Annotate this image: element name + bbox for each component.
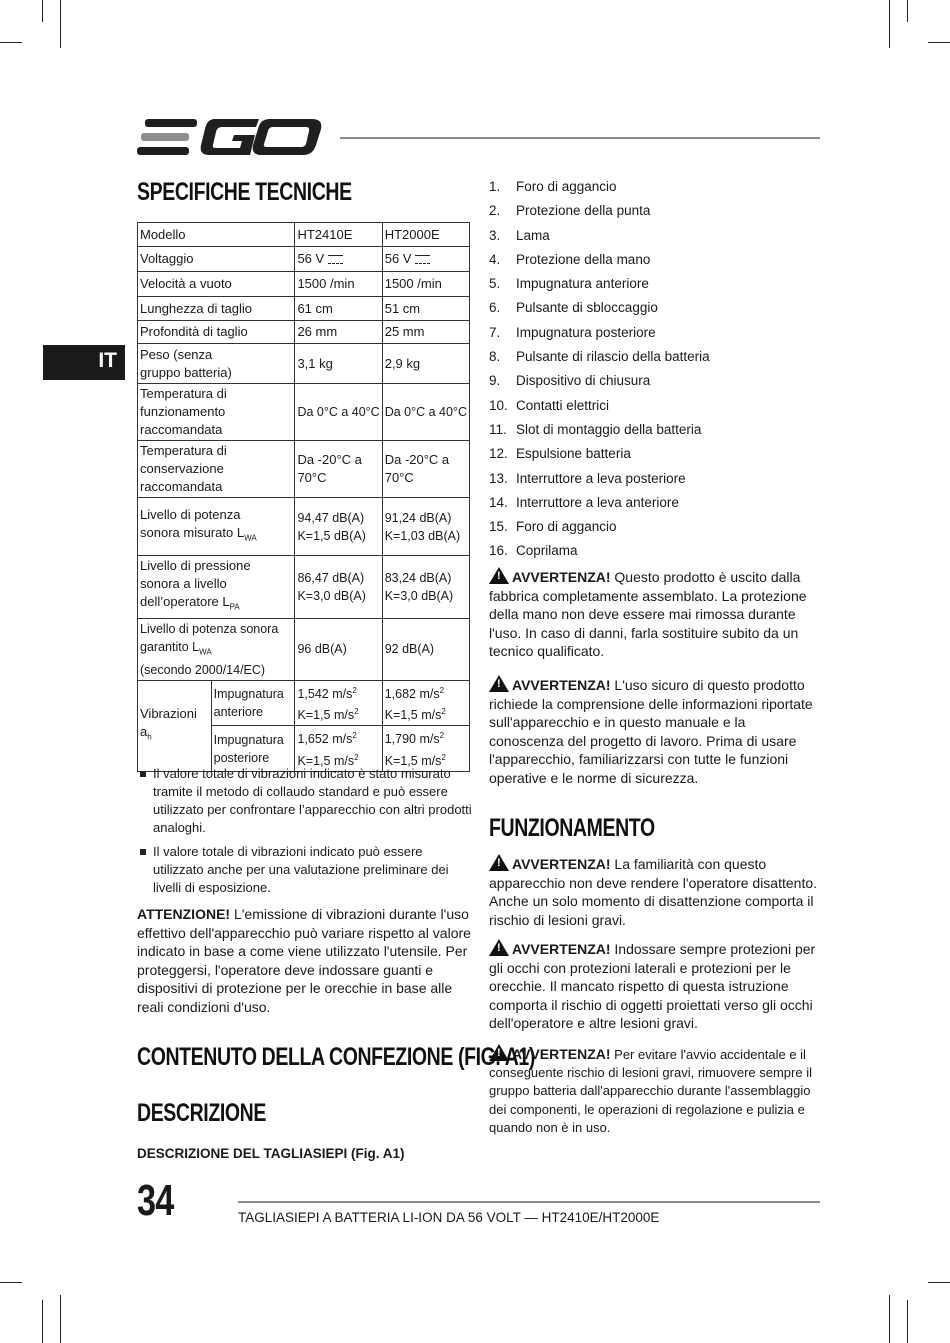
warning-icon (489, 567, 509, 584)
warning-text: Indossare sempre protezioni per gli occhi con protezioni laterali e protezioni per le orecchie. Il mancato rispetto di questa istruzione comporta il rischio di oggetti proiettati verso gli occhi dell'operatore e altre lesioni gravi. (489, 941, 816, 1031)
specs-heading: SPECIFICHE TECNICHE (137, 178, 352, 206)
crop-mark (60, 1295, 61, 1343)
warning-icon (489, 675, 509, 692)
lpa-sub: PA (229, 602, 240, 612)
table-row (138, 618, 470, 681)
item-text: Slot di montaggio della batteria (516, 421, 702, 437)
value-line: 86,47 dB(A) (297, 570, 365, 585)
specs-table (137, 222, 470, 772)
table-cell: Da -20°C a 70°C (295, 441, 382, 498)
lwa-sub: WA (244, 533, 257, 543)
item-number: 13. (489, 470, 508, 486)
item-number: 1. (489, 179, 501, 194)
warning-text: L'uso sicuro di questo prodotto richiede la comprensione delle informazioni riportate sull'apparecchio e in questo manuale e la conoscenza del progetto di lavoro. Prima di usare l'apparecchio, familiarizzarsi con tutte le funzioni operative e le norme di sicurezza. (489, 677, 813, 786)
item-text: Interruttore a leva anteriore (516, 494, 679, 510)
language-tab (43, 345, 125, 380)
list-item (489, 397, 829, 421)
item-number: 12. (489, 446, 508, 462)
value-line: K=1,5 dB(A) (297, 528, 366, 543)
table-cell: Temperatura di funzionamento raccomandata (138, 384, 295, 441)
vib-label: Vibrazioni a (140, 706, 197, 740)
list-item (489, 542, 829, 566)
table-cell (295, 247, 382, 272)
item-text: Interruttore a leva posteriore (516, 470, 686, 486)
item-text: Coprilama (516, 543, 578, 559)
item-number: 14. (489, 494, 508, 510)
item-number: 16. (489, 543, 508, 559)
item-number: 7. (489, 324, 501, 340)
header-rule (340, 137, 820, 139)
lpa-label: Livello di pressione sonora a livello dell’operatore L (140, 558, 251, 609)
bullet-icon (140, 771, 146, 777)
footer-text: TAGLIASIEPI A BATTERIA LI-ION DA 56 VOLT — HT2410E/HT2000E (238, 1210, 660, 1225)
item-number: 3. (489, 227, 501, 243)
table-cell: Velocità a vuoto (138, 272, 295, 297)
table-cell: HT2410E (295, 223, 382, 247)
item-number: 11. (489, 421, 507, 437)
value-line: 1,790 m/s (384, 732, 440, 747)
table-cell: 1500 /min (295, 272, 382, 297)
list-item (489, 445, 829, 469)
list-item (489, 518, 829, 542)
item-text: Lama (516, 227, 550, 243)
warning-icon (489, 939, 509, 956)
table-row (138, 247, 470, 272)
list-item (489, 348, 829, 372)
vibration-notes (137, 765, 472, 903)
warning-label: AVVERTENZA! (512, 569, 611, 585)
list-item (489, 470, 829, 494)
table-cell: 92 dB(A) (382, 618, 469, 681)
item-text: Foro di aggancio (516, 519, 617, 535)
value-line: K=3,0 dB(A) (297, 588, 366, 603)
list-item (489, 494, 829, 518)
table-cell (382, 247, 469, 272)
item-number: 15. (489, 519, 508, 535)
table-cell: 26 mm (295, 321, 382, 344)
table-cell: 51 cm (382, 297, 469, 321)
value-line: K=1,5 m/s (384, 708, 442, 723)
table-cell: 3,1 kg (295, 344, 382, 384)
vib-sub: h (147, 732, 152, 742)
table-cell: 2,9 kg (382, 344, 469, 384)
page-number: 34 (137, 1176, 174, 1225)
table-cell: Da 0°C a 40°C (295, 384, 382, 441)
value-line: 94,47 dB(A) (297, 510, 365, 525)
voltage-value: 56 V (297, 251, 325, 266)
bullet-text: Il valore totale di vibrazioni indicato è stato misurato tramite il metodo di collaudo standard e può essere utilizzato per confrontare l’apparecchio con altri prodotti analoghi. (153, 766, 472, 835)
table-cell: HT2000E (382, 223, 469, 247)
attention-paragraph (137, 905, 472, 1016)
list-item (489, 178, 829, 202)
table-row (138, 498, 470, 556)
table-cell (382, 681, 469, 726)
dc-symbol-icon (415, 255, 430, 264)
warning-text: La familiarità con questo apparecchio non deve rendere l'operatore disattento. Anche un solo momento di disattenzione comporta il rischio di lesioni gravi. (489, 856, 818, 928)
bullet-text: Il valore totale di vibrazioni indicato può essere utilizzato anche per una valutazione preliminare dei livelli di esposizione. (153, 844, 449, 895)
table-cell (138, 618, 295, 681)
lwa-label: Livello di potenza sonora misurato L (140, 506, 245, 540)
warning-paragraph (489, 675, 819, 787)
warning-label: AVVERTENZA! (512, 1046, 611, 1062)
crop-mark (907, 0, 908, 22)
item-number: 5. (489, 276, 501, 292)
table-cell: Temperatura di conservazione raccomandata (138, 441, 295, 498)
dc-symbol-icon (328, 255, 343, 264)
table-row (138, 297, 470, 321)
table-cell: Lunghezza di taglio (138, 297, 295, 321)
table-cell: Da 0°C a 40°C (382, 384, 469, 441)
item-number: 6. (489, 300, 501, 316)
table-cell: Modello (138, 223, 295, 247)
superscript: 2 (439, 731, 445, 741)
operation-heading: FUNZIONAMENTO (489, 814, 655, 842)
superscript: 2 (352, 686, 357, 696)
table-row (138, 384, 470, 441)
table-cell (138, 556, 295, 619)
list-item (489, 421, 829, 445)
table-cell (382, 498, 469, 556)
warning-text: Questo prodotto è uscito dalla fabbrica completamente assemblato. La protezione della mano non deve essere mai rimossa durante l'uso. In caso di danni, farla sostituire subito da un tecnico qualificato. (489, 569, 807, 659)
superscript: 2 (441, 752, 446, 762)
table-cell: 1500 /min (382, 272, 469, 297)
list-item (489, 372, 829, 396)
warning-paragraph (489, 567, 819, 661)
warning-label: AVVERTENZA! (512, 941, 611, 957)
lwa-guar-sub: WA (199, 647, 212, 657)
superscript: 2 (354, 752, 359, 762)
list-item (489, 275, 829, 299)
contents-heading: CONTENUTO DELLA CONFEZIONE (FIG. A1) (137, 1043, 535, 1071)
footer-rule (238, 1201, 820, 1203)
warning-paragraph (489, 939, 819, 1033)
item-text: Pulsante di sbloccaggio (516, 300, 658, 316)
item-number: 10. (489, 397, 508, 413)
table-row (138, 441, 470, 498)
value-line: 91,24 dB(A) (384, 510, 452, 525)
table-row (138, 344, 470, 384)
crop-mark (42, 0, 43, 22)
value-line: K=1,03 dB(A) (384, 528, 461, 543)
value-line: 1,542 m/s (297, 687, 353, 702)
crop-mark (42, 1300, 43, 1343)
value-line: K=1,5 m/s (297, 708, 355, 723)
item-text: Dispositivo di chiusura (516, 373, 651, 389)
crop-mark (0, 1282, 22, 1283)
superscript: 2 (352, 731, 357, 741)
item-text: Impugnatura anteriore (516, 276, 649, 292)
warning-paragraph (489, 1044, 819, 1137)
table-cell: Impugnatura posteriore (211, 726, 295, 771)
item-number: 9. (489, 373, 501, 389)
table-cell: Impugnatura anteriore (211, 681, 295, 726)
list-item (489, 299, 829, 323)
item-number: 8. (489, 349, 501, 365)
table-cell: 61 cm (295, 297, 382, 321)
value-line: K=1,5 m/s (297, 753, 355, 768)
language-code: IT (98, 349, 117, 372)
list-item (137, 765, 472, 837)
crop-mark (907, 1300, 908, 1343)
description-heading: DESCRIZIONE (137, 1099, 266, 1127)
voltage-value: 56 V (384, 251, 412, 266)
table-cell: Profondità di taglio (138, 321, 295, 344)
table-cell (382, 556, 469, 619)
crop-mark (928, 1282, 950, 1283)
item-text: Impugnatura posteriore (516, 324, 656, 340)
table-cell: 25 mm (382, 321, 469, 344)
table-cell (138, 681, 212, 772)
value-line: 1,682 m/s (384, 687, 440, 702)
table-row (138, 272, 470, 297)
description-subheading: DESCRIZIONE DEL TAGLIASIEPI (Fig. A1) (137, 1146, 405, 1161)
item-text: Espulsione batteria (516, 446, 631, 462)
parts-list (489, 178, 829, 567)
attention-label: ATTENZIONE! (137, 906, 231, 922)
table-cell (138, 498, 295, 556)
bullet-icon (140, 849, 146, 855)
value-line: 1,652 m/s (297, 732, 353, 747)
value-line: 83,24 dB(A) (384, 570, 452, 585)
table-cell (295, 498, 382, 556)
warning-icon (489, 854, 509, 871)
value-line: K=3,0 dB(A) (384, 588, 454, 603)
table-row (138, 681, 470, 726)
superscript: 2 (354, 707, 359, 717)
table-cell: Voltaggio (138, 247, 295, 272)
superscript: 2 (439, 686, 445, 696)
table-cell (295, 556, 382, 619)
table-row (138, 321, 470, 344)
warning-text: Per evitare l'avvio accidentale e il conseguente rischio di lesioni gravi, rimuovere sempre il gruppo batteria dall'apparecchio durante l'assemblaggio dei componenti, le operazioni di regolazione e pulizia e quando non è in uso. (489, 1047, 812, 1135)
ego-logo (137, 115, 322, 160)
value-line: K=1,5 m/s (384, 753, 442, 768)
list-item (489, 202, 829, 226)
lwa-guar-directive: (secondo 2000/14/EC) (140, 663, 266, 678)
superscript: 2 (441, 707, 446, 717)
item-text: Protezione della punta (516, 203, 651, 219)
table-row (138, 556, 470, 619)
warning-label: AVVERTENZA! (512, 677, 611, 693)
list-item (489, 227, 829, 251)
item-text: Foro di aggancio (516, 179, 617, 194)
crop-mark (60, 0, 61, 48)
crop-mark (0, 42, 22, 43)
warning-icon (489, 1044, 509, 1061)
item-text: Contatti elettrici (516, 397, 610, 413)
item-text: Pulsante di rilascio della batteria (516, 349, 710, 365)
list-item (489, 324, 829, 348)
table-cell: Peso (senza gruppo batteria) (138, 344, 295, 384)
warning-paragraph (489, 854, 819, 929)
table-cell: Da -20°C a 70°C (382, 441, 469, 498)
list-item (137, 843, 472, 897)
crop-mark (889, 0, 890, 48)
item-number: 2. (489, 203, 501, 219)
list-item (489, 251, 829, 275)
table-row (138, 223, 470, 247)
crop-mark (928, 42, 950, 43)
item-number: 4. (489, 251, 501, 267)
warning-label: AVVERTENZA! (512, 856, 611, 872)
lwa-guar-label: Livello di potenza sonora garantito L (140, 621, 279, 654)
attention-text: L'emissione di vibrazioni durante l'uso effettivo dell'apparecchio può variare rispetto al valore indicato in base a come viene utilizzato l'utensile. Per proteggersi, l'operatore deve indossare guanti e dispositivi di protezione per le orecchie in base alle reali condizioni d'uso. (137, 906, 471, 1015)
crop-mark (889, 1295, 890, 1343)
table-cell (295, 681, 382, 726)
item-text: Protezione della mano (516, 251, 651, 267)
table-cell: 96 dB(A) (295, 618, 382, 681)
